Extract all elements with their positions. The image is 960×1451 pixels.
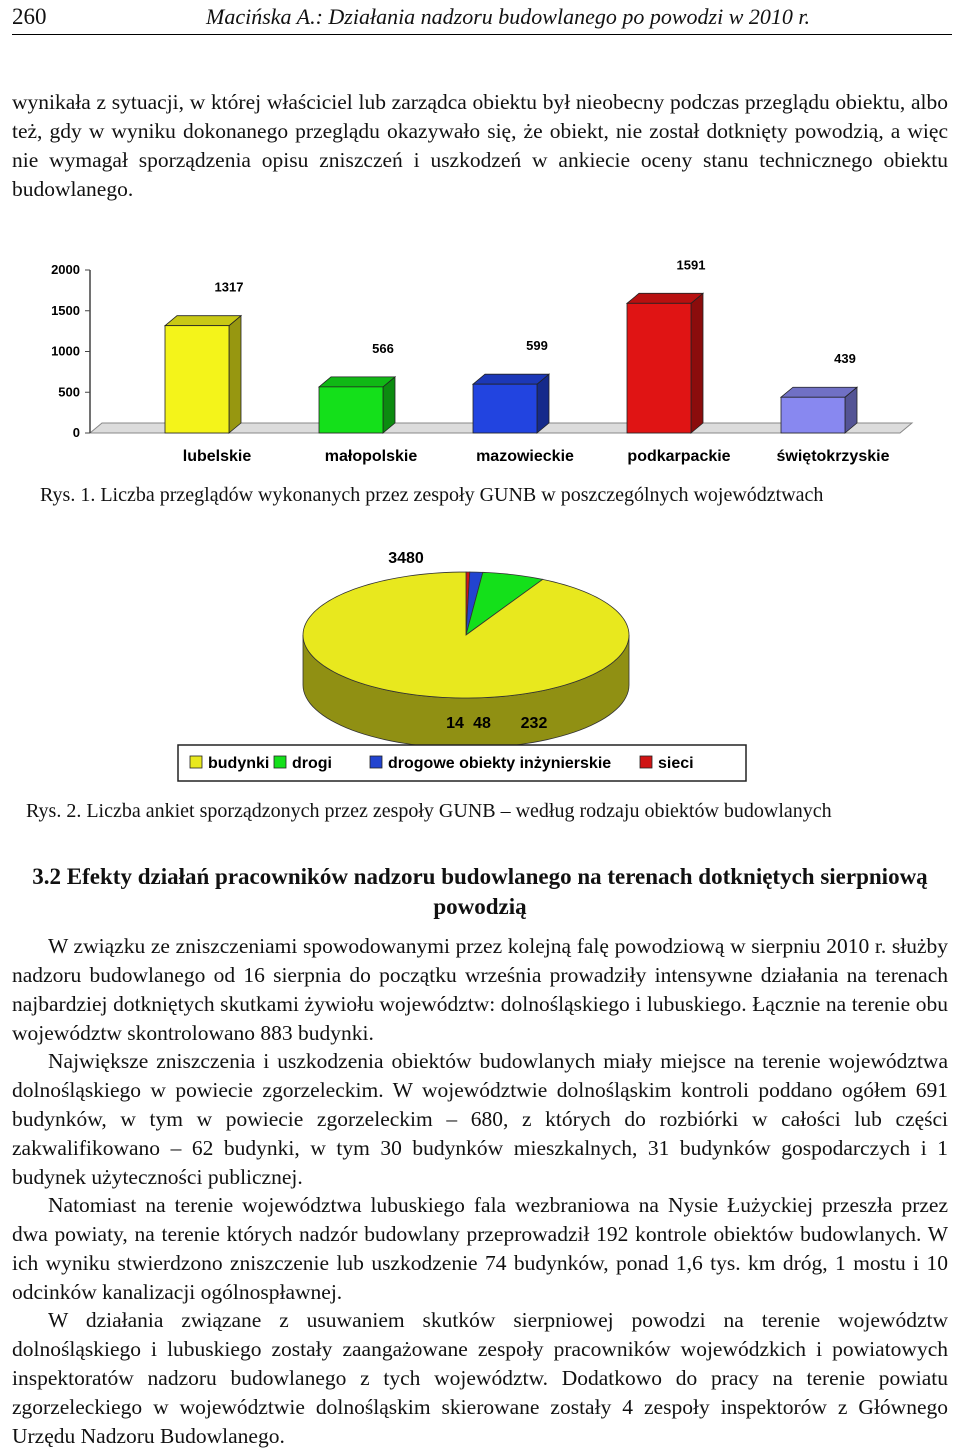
bar-value-label: 599 <box>526 338 548 354</box>
legend-label: sieci <box>658 755 694 772</box>
figure-1-caption: Rys. 1. Liczba przeglądów wykonanych przez zespoły GUNB w poszczególnych województwach <box>40 484 824 506</box>
bar <box>627 303 691 433</box>
legend-label: drogowe obiekty inżynierskie <box>388 755 612 772</box>
bar-top <box>165 316 241 326</box>
header-rule <box>12 34 952 35</box>
bar-value-label: 1591 <box>676 257 706 273</box>
y-tick-label: 0 <box>72 425 80 440</box>
bar-value-label: 566 <box>372 340 394 356</box>
category-label: podkarpackie <box>627 448 731 465</box>
bar <box>473 384 537 433</box>
legend-label: drogi <box>292 755 332 772</box>
legend-swatch <box>274 756 286 768</box>
category-label: małopolskie <box>324 448 418 465</box>
category-label: świętokrzyskie <box>776 448 890 465</box>
bar-top <box>781 387 857 397</box>
legend-swatch <box>370 756 382 768</box>
bar-value-label: 1317 <box>214 279 244 295</box>
pie-value-label: 232 <box>520 715 548 732</box>
category-label: mazowieckie <box>476 448 574 465</box>
body-paragraph: Natomiast na terenie województwa lubuskiego fala wezbraniowa na Nysie Łużyckiej przeszła przez dwa powiaty, na terenie których nadzór budowlany przeprowadził 192 kontrole obiektów budowlanych. W ich wyniku stwierdzono zniszczenie lub uszkodzenie 74 budynków, ponad 1,6 tys. km dróg, 1 mostu i 10 odcinków kanalizacji ogólnospławnej. <box>12 1193 948 1304</box>
section-heading: 3.2 Efekty działań pracowników nadzoru budowlanego na terenach dotkniętych sierpniową powodzią <box>32 864 928 919</box>
pie-slice <box>303 572 629 698</box>
bar-top <box>627 293 703 303</box>
legend-label: budynki <box>208 755 270 772</box>
category-label: lubelskie <box>182 448 252 465</box>
y-tick-label: 2000 <box>51 262 80 277</box>
y-tick-label: 500 <box>58 384 80 400</box>
legend-swatch <box>640 756 652 768</box>
bar-side <box>691 293 703 433</box>
bar <box>319 387 383 433</box>
figure-2-pie-chart <box>170 542 770 790</box>
y-tick-label: 1500 <box>51 302 80 318</box>
bar-top <box>319 377 395 387</box>
pie-value-label: 48 <box>473 715 491 732</box>
bar-top <box>473 374 549 384</box>
bar <box>781 397 845 433</box>
intro-paragraph: wynikała z sytuacji, w której właściciel lub zarządca obiektu był nieobecny podczas przeglądu obiektu, albo też, gdy w wyniku dokonanego przeglądu okazywało się, że obiekt, nie został dotknięty powodzią, a więc nie wymagał sporządzenia opisu zniszczeń i uszkodzeń w ankiecie oceny stanu technicznego obiektu budowlanego. <box>12 90 948 201</box>
figure-2-caption: Rys. 2. Liczba ankiet sporządzonych przez zespoły GUNB – według rodzaju obiektów budowlanych <box>26 800 832 822</box>
body-paragraph: W związku ze zniszczeniami spowodowanymi przez kolejną falę powodziową w sierpniu 2010 r. służby nadzoru budowlanego od 16 sierpnia do początku września prowadziły intensywne działania na terenach najbardziej dotkniętych skutkami żywiołu województw: dolnośląskiego i lubuskiego. Łącznie na terenie obu województw skontrolowano 883 budynki. <box>12 934 948 1045</box>
body-paragraph: W działania związane z usuwaniem skutków sierpniowej powodzi na terenie województw dolnośląskiego i lubuskiego zostały zaangażowane zespoły pracowników wojewódzkich i powiatowych inspektoratów nadzoru budowlanego z tych województw. Dodatkowo do pracy na terenie powiatu zgorzeleckiego w województwie dolnośląskim skierowane zostały 4 zespoły inspektorów z Głównego Urzędu Nadzoru Budowlanego. <box>12 1308 948 1448</box>
page-number: 260 <box>12 4 47 29</box>
pie-value-label: 14 <box>446 715 464 732</box>
figure-1-bar-chart <box>30 226 930 476</box>
pie-value-label: 3480 <box>388 550 424 567</box>
bar-value-label: 439 <box>834 351 856 367</box>
y-tick-label: 1000 <box>51 343 80 359</box>
body-paragraph: Największe zniszczenia i uszkodzenia obiektów budowlanych miały miejsce na terenie województwa dolnośląskiego w powiecie zgorzeleckim. W województwie dolnośląskim kontroli poddano ogółem 691 budynków, w tym w powiecie zgorzeleckim – 680, z których do rozbiórki w całości lub części zakwalifikowano – 62 budynki, w tym 30 budynków mieszkalnych, 31 budynków gospodarczych i 1 budynek użyteczności publicznej. <box>12 1049 948 1189</box>
legend-swatch <box>190 756 202 768</box>
page-header <box>12 0 952 36</box>
bar <box>165 326 229 433</box>
running-title: Macińska A.: Działania nadzoru budowlanego po powodzi w 2010 r. <box>206 4 811 29</box>
bar-side <box>229 316 241 433</box>
